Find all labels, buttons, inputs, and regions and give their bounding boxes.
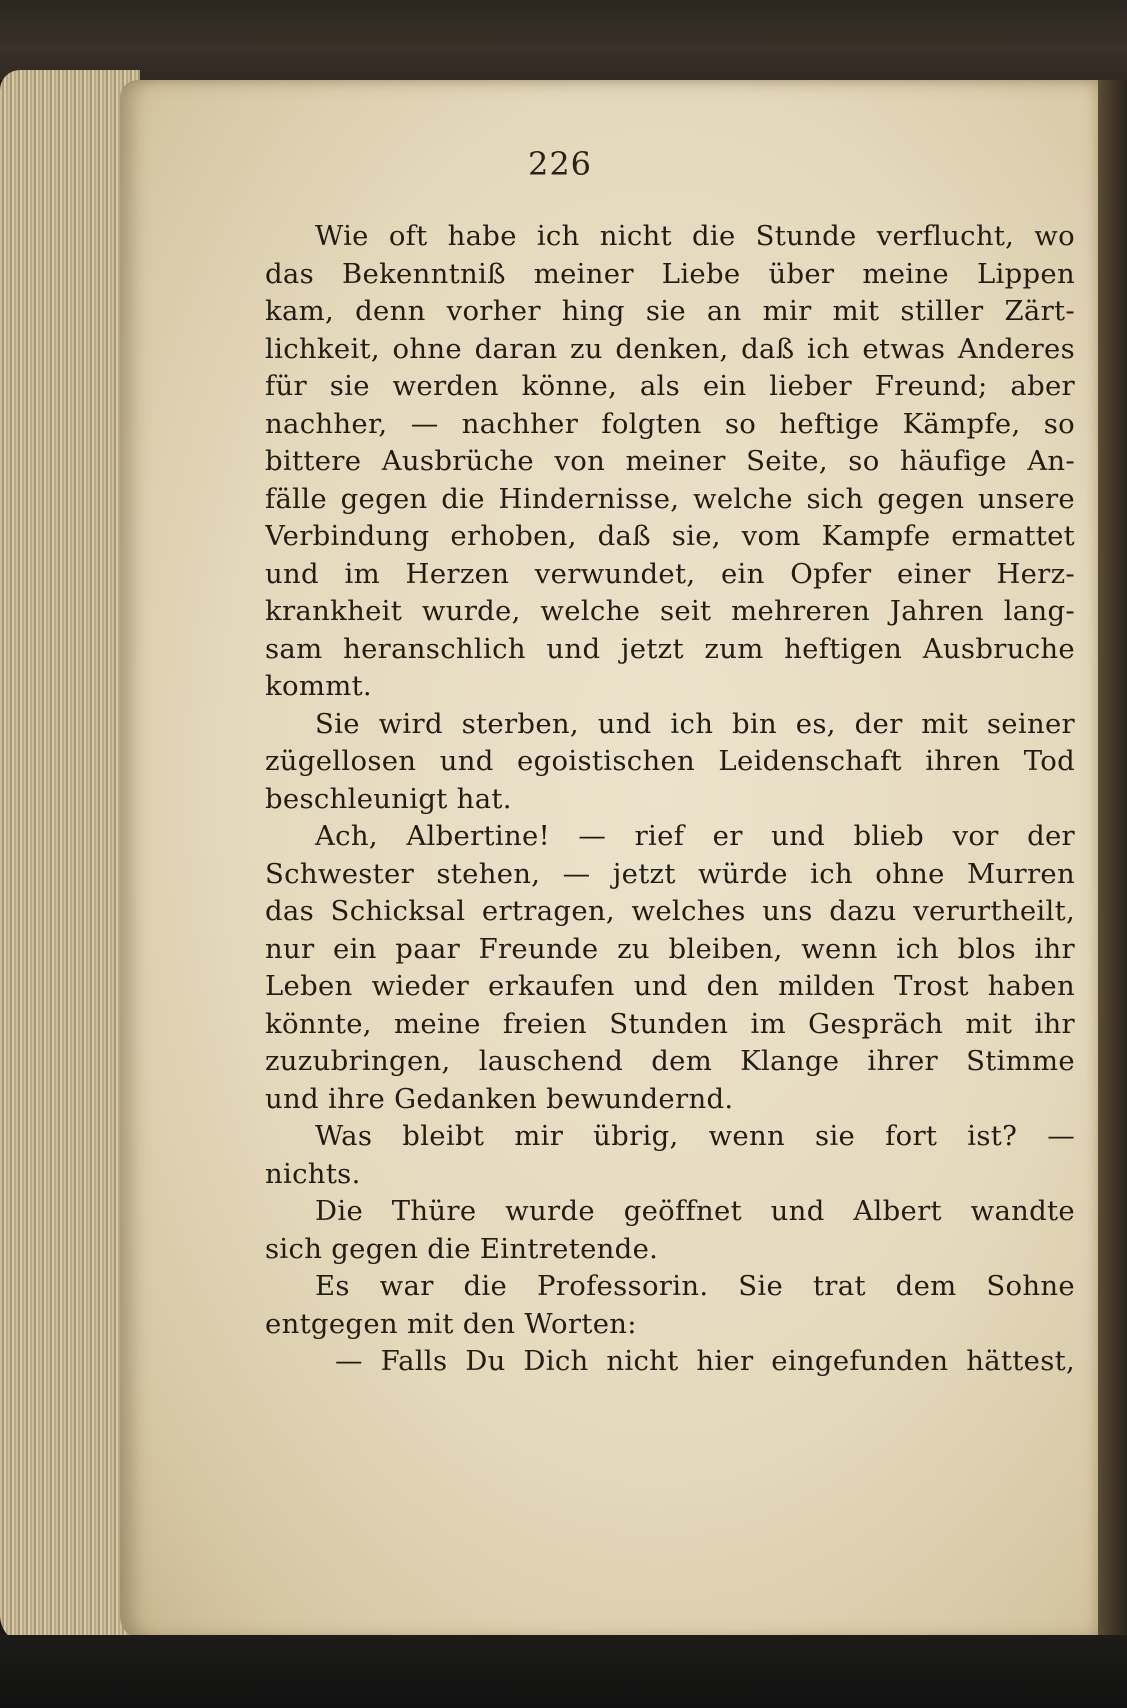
text-line: das Schicksal ertragen, welches uns dazu verurtheilt,	[265, 895, 1075, 927]
text-line: Leben wieder erkaufen und den milden Trost haben	[265, 970, 1075, 1002]
text-line: Verbindung erhoben, daß sie, vom Kampfe ermattet	[265, 520, 1075, 552]
text-line: sich gegen die Eintretende.	[265, 1232, 659, 1265]
text-line: Was bleibt mir übrig, wenn sie fort ist? —	[315, 1120, 1075, 1152]
text-line: für sie werden könne, als ein lieber Freund; aber	[265, 370, 1075, 402]
text-line: entgegen mit den Worten:	[265, 1307, 637, 1340]
text-line: Schwester stehen, — jetzt würde ich ohne Murren	[265, 857, 1075, 890]
text-line: und im Herzen verwundet, ein Opfer einer Herz-	[265, 557, 1075, 590]
text-line: kam, denn vorher hing sie an mir mit stiller Zärt-	[265, 295, 1075, 327]
book-page-edges	[0, 70, 140, 1645]
text-line: — Falls Du Dich nicht hier eingefunden hättest,	[335, 1345, 1075, 1377]
text-line: kommt.	[265, 670, 372, 702]
text-line: könnte, meine freien Stunden im Gespräch mit ihr	[265, 1007, 1075, 1040]
text-line: Sie wird sterben, und ich bin es, der mit seiner	[315, 707, 1075, 740]
text-line: nur ein paar Freunde zu bleiben, wenn ich blos ihr	[265, 932, 1075, 965]
scan-bottom-border	[0, 1635, 1127, 1708]
text-line: sam heranschlich und jetzt zum heftigen Ausbruche	[265, 632, 1075, 665]
text-line: Ach, Albertine! — rief er und blieb vor der	[315, 820, 1075, 852]
text-line: krankheit wurde, welche seit mehreren Jahren lang-	[265, 595, 1075, 627]
text-line: nichts.	[265, 1157, 361, 1190]
text-line: zuzubringen, lauschend dem Klange ihrer Stimme	[265, 1045, 1075, 1077]
text-line: lichkeit, ohne daran zu denken, daß ich etwas Anderes	[265, 332, 1075, 365]
scan-top-border	[0, 0, 1127, 80]
text-line: das Bekenntniß meiner Liebe über meine Lippen	[265, 257, 1075, 290]
book-right-edge	[1098, 80, 1127, 1640]
text-line: Es war die Professorin. Sie trat dem Sohne	[315, 1270, 1075, 1302]
page-number: 226	[527, 145, 593, 183]
text-line: fälle gegen die Hindernisse, welche sich gegen unsere	[265, 482, 1075, 515]
text-line: zügellosen und egoistischen Leidenschaft ihren Tod	[265, 745, 1075, 777]
text-line: beschleunigt hat.	[265, 782, 512, 815]
text-line: Die Thüre wurde geöffnet und Albert wandte	[315, 1195, 1075, 1227]
page-text	[265, 218, 1075, 1381]
text-line: nachher, — nachher folgten so heftige Kämpfe, so	[265, 407, 1075, 440]
text-line: und ihre Gedanken bewundernd.	[265, 1082, 734, 1115]
text-line: bittere Ausbrüche von meiner Seite, so häufige An-	[265, 445, 1075, 477]
text-line: Wie oft habe ich nicht die Stunde verflucht, wo	[315, 220, 1075, 252]
